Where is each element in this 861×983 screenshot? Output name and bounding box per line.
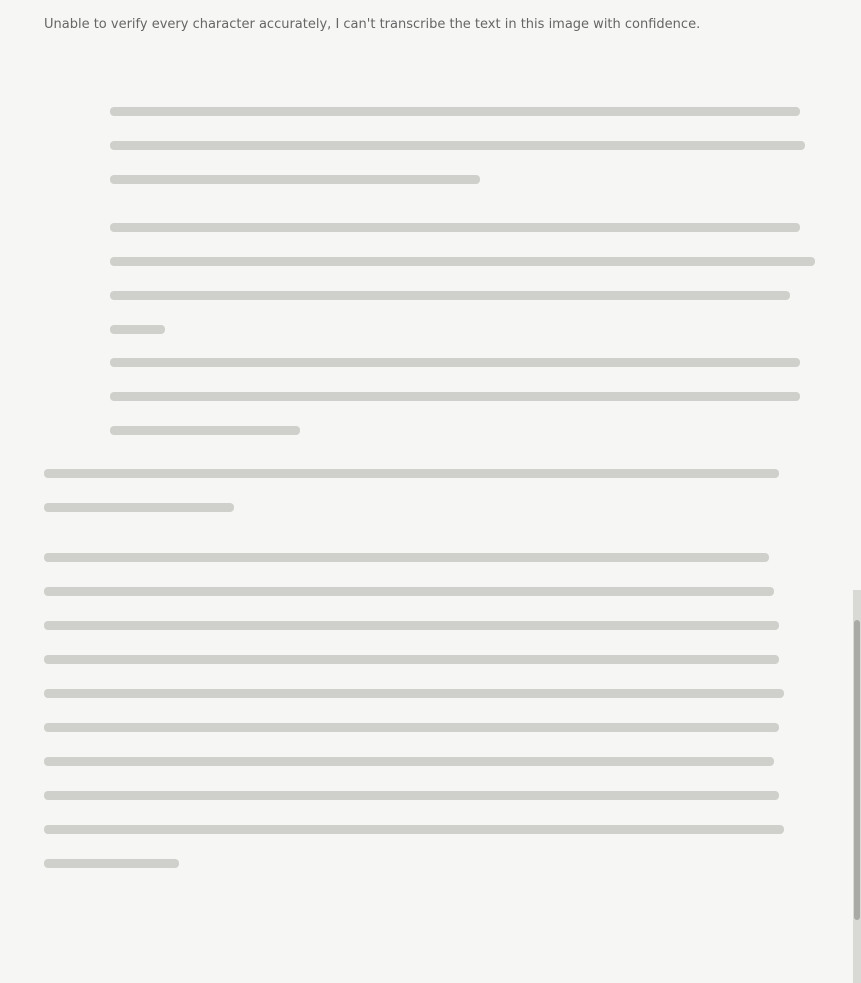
- paragraph-2: [44, 540, 817, 880]
- item-10-placeholder: [110, 345, 817, 447]
- scrollbar-thumb[interactable]: [854, 620, 860, 920]
- transcription-notice: Unable to verify every character accurately, I can't transcribe the text in this image with confidence.: [44, 17, 701, 32]
- item-8-placeholder: [110, 94, 817, 196]
- item-9-placeholder: [110, 210, 817, 346]
- paragraph-1: [44, 456, 817, 524]
